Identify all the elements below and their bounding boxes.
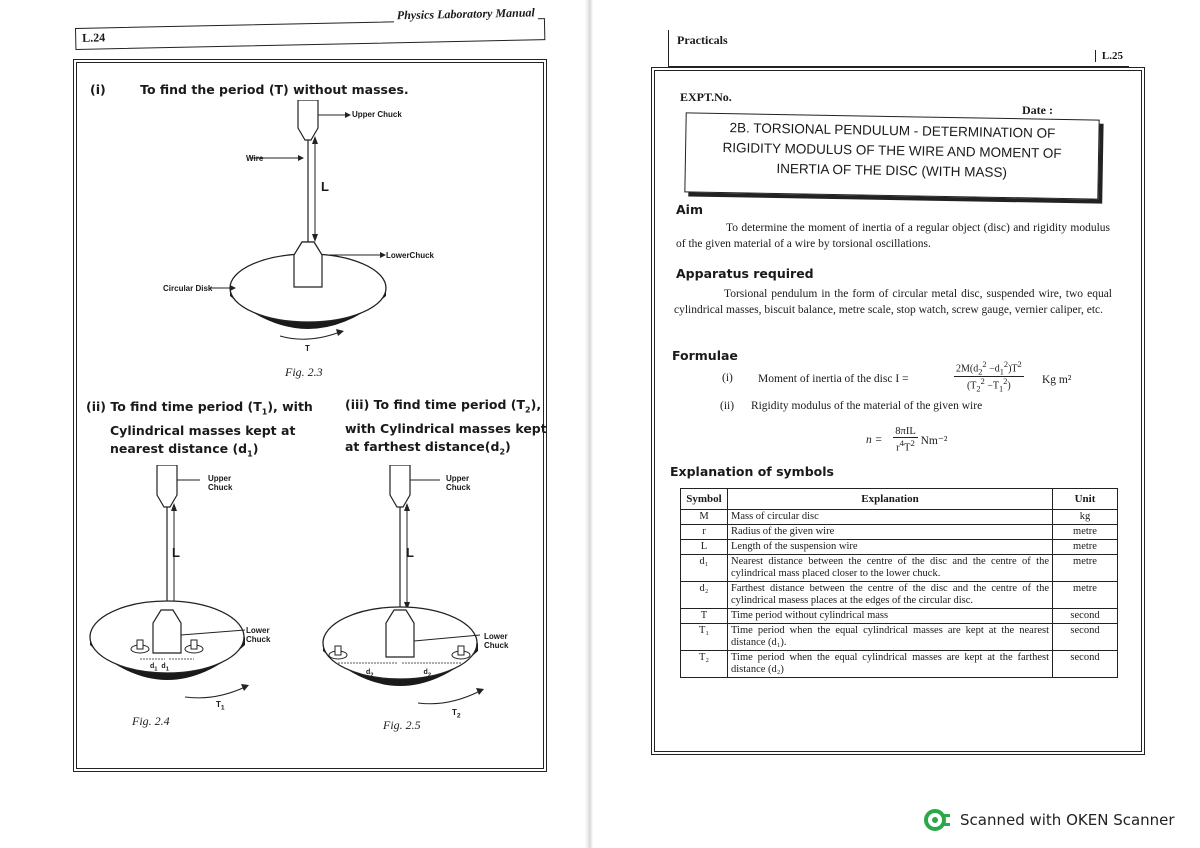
col-unit-header: Unit: [1053, 489, 1118, 510]
date-label: Date :: [1022, 103, 1053, 117]
fig23-length-label: L: [321, 179, 329, 194]
col-explanation-header: Explanation: [728, 489, 1053, 510]
explanation-cell: Farthest distance between the centre of the disc and the centre of the cylindrical masess places at the edges of the circular disc.: [728, 582, 1053, 609]
formula-2-expression: n = $\frac{\text{8πIL}}{r^4T^2}$ Nm⁻²: [866, 426, 948, 454]
symbol-cell: r: [681, 525, 728, 540]
fig25-period-label: $T_2$: [452, 708, 461, 720]
apparatus-heading: Apparatus required: [676, 266, 814, 281]
fig24-period-label: $T_1$: [216, 700, 225, 712]
right-page-number: L.25: [1095, 50, 1123, 62]
unit-cell: second: [1053, 651, 1118, 678]
fig24-length-label: L: [172, 545, 180, 560]
title-line-2: RIGIDITY MODULUS OF THE WIRE AND MOMENT OF: [722, 140, 1062, 161]
fig-2-3-diagram: [150, 100, 470, 360]
aim-text: To determine the moment of inertia of a regular object (disc) and rigidity modulus of the given material of a wire by torsional oscillations.: [676, 222, 1110, 250]
unit-cell: kg: [1053, 510, 1118, 525]
fig23-lower-chuck-label: LowerChuck: [386, 251, 435, 260]
unit-cell: metre: [1053, 582, 1118, 609]
table-row: [681, 651, 1118, 678]
fig23-wire-label: Wire: [246, 154, 264, 163]
symbols-table-wrap: [680, 488, 1118, 678]
fig24-lower-chuck-label: Lower Chuck: [246, 626, 271, 644]
formula-2: (ii) Rigidity modulus of the material of the given wire: [720, 400, 983, 412]
unit-cell: metre: [1053, 555, 1118, 582]
unit-cell: metre: [1053, 525, 1118, 540]
table-row: [681, 540, 1118, 555]
symbol-cell: T₁: [681, 624, 728, 651]
symbol-cell: T: [681, 609, 728, 624]
explanation-cell: Length of the suspension wire: [728, 540, 1053, 555]
table-row: [681, 525, 1118, 540]
right-running-title: Practicals: [677, 33, 728, 47]
experiment-title-box: [684, 112, 1099, 199]
section-i-heading: (i) To find the period (T) without masses.: [90, 82, 409, 97]
scanner-logo-icon: [924, 808, 952, 832]
fig25-length-label: L: [406, 545, 414, 560]
title-line-3: INERTIA OF THE DISC (WITH MASS): [776, 160, 1008, 181]
left-page-number-box: [75, 5, 545, 50]
fig23-disk-label: Circular Disk: [163, 284, 213, 293]
formulae-heading: Formulae: [672, 348, 738, 363]
scanner-watermark: [924, 808, 1175, 832]
left-page-number: L.24: [82, 30, 106, 45]
table-row: [681, 510, 1118, 525]
title-line-1: 2B. TORSIONAL PENDULUM - DETERMINATION OF: [729, 120, 1056, 141]
fig24-d1-label: $d_1$ $d_1$: [150, 663, 169, 673]
scanner-watermark-text: Scanned with OKEN Scanner: [960, 811, 1175, 829]
table-row: [681, 582, 1118, 609]
apparatus-text: Torsional pendulum in the form of circular metal disc, suspended wire, two equal cylindrical masses, biscuit balance, metre scale, stop watch, screw gauge, vernier caliper, etc.: [674, 288, 1112, 316]
fig24-caption: Fig. 2.4: [132, 714, 170, 728]
unit-cell: second: [1053, 624, 1118, 651]
book-spine: [585, 0, 593, 848]
fig25-lower-chuck-label: Lower Chuck: [484, 632, 509, 650]
section-iii-heading: (iii) To find time period $(T_2)$, with Cylindrical masses kept at farthest $distance(d_2)$: [345, 397, 547, 456]
fig25-d2-label: $d_2$ $d_2$: [366, 669, 432, 679]
symbol-cell: L: [681, 540, 728, 555]
fig23-caption: Fig. 2.3: [285, 365, 323, 379]
unit-cell: second: [1053, 609, 1118, 624]
aim-heading: Aim: [676, 202, 703, 217]
explanation-cell: Nearest distance between the centre of the disc and the centre of the cylindrical mass placed closer to the lower chuck.: [728, 555, 1053, 582]
explanation-cell: Radius of the given wire: [728, 525, 1053, 540]
explanation-cell: Time period when the equal cylindrical masses are kept at the farthest distance (d₂): [728, 651, 1053, 678]
symbol-cell: d₁: [681, 555, 728, 582]
symbol-cell: d₂: [681, 582, 728, 609]
table-row: [681, 609, 1118, 624]
symbol-cell: T₂: [681, 651, 728, 678]
fig23-period-label: T: [305, 344, 310, 353]
explanation-cell: Time period without cylindrical mass: [728, 609, 1053, 624]
symbols-heading: Explanation of symbols: [670, 464, 834, 479]
fig-2-4-diagram: [85, 465, 285, 715]
fig25-caption: Fig. 2.5: [383, 718, 421, 732]
fig23-upper-chuck-label: Upper Chuck: [352, 110, 402, 119]
left-running-title: Physics Laboratory Manual: [394, 5, 538, 23]
fig-2-5-diagram: [318, 465, 518, 720]
table-row: [681, 555, 1118, 582]
expt-no: EXPT.No.: [680, 90, 732, 104]
unit-cell: metre: [1053, 540, 1118, 555]
section-ii-heading: (ii) To find time period $(T_1)$, with Cylindrical masses kept at nearest distance $(d_1)$: [86, 399, 313, 458]
fig24-upper-chuck-label: Upper Chuck: [208, 474, 233, 492]
fig25-upper-chuck-label: Upper Chuck: [446, 474, 471, 492]
explanation-cell: Time period when the equal cylindrical masses are kept at the nearest distance (d₁).: [728, 624, 1053, 651]
symbol-cell: M: [681, 510, 728, 525]
col-symbol-header: Symbol: [681, 489, 728, 510]
table-row: [681, 624, 1118, 651]
symbols-table: [680, 488, 1118, 678]
explanation-cell: Mass of circular disc: [728, 510, 1053, 525]
right-header-box: [668, 30, 1129, 67]
